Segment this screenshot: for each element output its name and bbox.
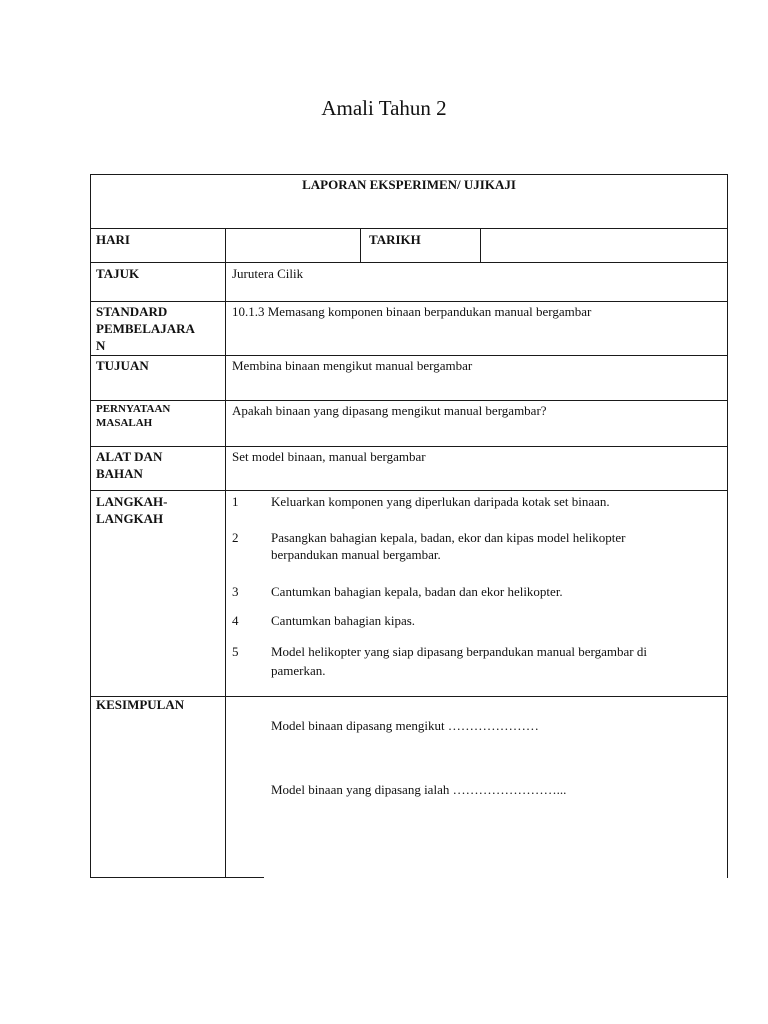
alat-value: Set model binaan, manual bergambar bbox=[232, 449, 426, 464]
step-number: 1 bbox=[232, 494, 239, 509]
table-border-right bbox=[727, 174, 728, 878]
step-text: pamerkan. bbox=[271, 663, 326, 678]
table-border-bottom bbox=[90, 877, 264, 878]
table-rule bbox=[90, 355, 728, 356]
table-rule bbox=[90, 446, 728, 447]
table-border-left bbox=[90, 174, 91, 878]
kesimpulan-statement: Model binaan dipasang mengikut ………………… bbox=[271, 718, 539, 733]
alat-label-line: ALAT DAN bbox=[96, 449, 163, 464]
step-text: berpandukan manual bergambar. bbox=[271, 547, 441, 562]
table-border-top bbox=[90, 174, 728, 175]
pernyataan-label-line: PERNYATAAN bbox=[96, 403, 171, 415]
tujuan-value: Membina binaan mengikut manual bergambar bbox=[232, 358, 473, 373]
pernyataan-label-line: MASALAH bbox=[96, 417, 153, 429]
standard-label-line: PEMBELAJARA bbox=[96, 321, 195, 336]
pernyataan-value: Apakah binaan yang dipasang mengikut manual bergambar? bbox=[232, 403, 547, 418]
langkah-label-line: LANGKAH- bbox=[96, 494, 168, 509]
step-text: Cantumkan bahagian kipas. bbox=[271, 613, 416, 628]
table-column-divider bbox=[360, 228, 361, 262]
kesimpulan-statement: Model binaan yang dipasang ialah ……………………... bbox=[271, 782, 567, 797]
step-number: 5 bbox=[232, 644, 239, 659]
step-number: 4 bbox=[232, 613, 239, 628]
page-title: Amali Tahun 2 bbox=[321, 96, 447, 120]
table-rule bbox=[90, 490, 728, 491]
table-rule bbox=[90, 400, 728, 401]
standard-label-line: N bbox=[96, 338, 106, 353]
table-column-divider bbox=[480, 228, 481, 262]
kesimpulan-label: KESIMPULAN bbox=[96, 697, 185, 712]
step-text: Cantumkan bahagian kepala, badan dan ekor helikopter. bbox=[271, 584, 563, 599]
table-rule bbox=[90, 228, 728, 229]
table-rule bbox=[90, 301, 728, 302]
standard-label-line: STANDARD bbox=[96, 304, 168, 319]
hari-label: HARI bbox=[96, 232, 130, 247]
standard-value: 10.1.3 Memasang komponen binaan berpandukan manual bergambar bbox=[232, 304, 592, 319]
report-header: LAPORAN EKSPERIMEN/ UJIKAJI bbox=[302, 177, 516, 192]
table-rule bbox=[90, 262, 728, 263]
tarikh-label: TARIKH bbox=[369, 232, 421, 247]
step-text: Model helikopter yang siap dipasang berpandukan manual bergambar di bbox=[271, 644, 647, 659]
tajuk-value: Jurutera Cilik bbox=[232, 266, 304, 281]
tujuan-label: TUJUAN bbox=[96, 358, 149, 373]
step-text: Pasangkan bahagian kepala, badan, ekor dan kipas model helikopter bbox=[271, 530, 626, 545]
report-table bbox=[90, 174, 728, 878]
alat-label-line: BAHAN bbox=[96, 466, 143, 481]
step-number: 3 bbox=[232, 584, 239, 599]
tajuk-label: TAJUK bbox=[96, 266, 140, 281]
table-rule bbox=[90, 696, 728, 697]
step-number: 2 bbox=[232, 530, 239, 545]
langkah-label-line: LANGKAH bbox=[96, 511, 164, 526]
table-column-divider bbox=[225, 228, 226, 878]
step-text: Keluarkan komponen yang diperlukan daripada kotak set binaan. bbox=[271, 494, 610, 509]
